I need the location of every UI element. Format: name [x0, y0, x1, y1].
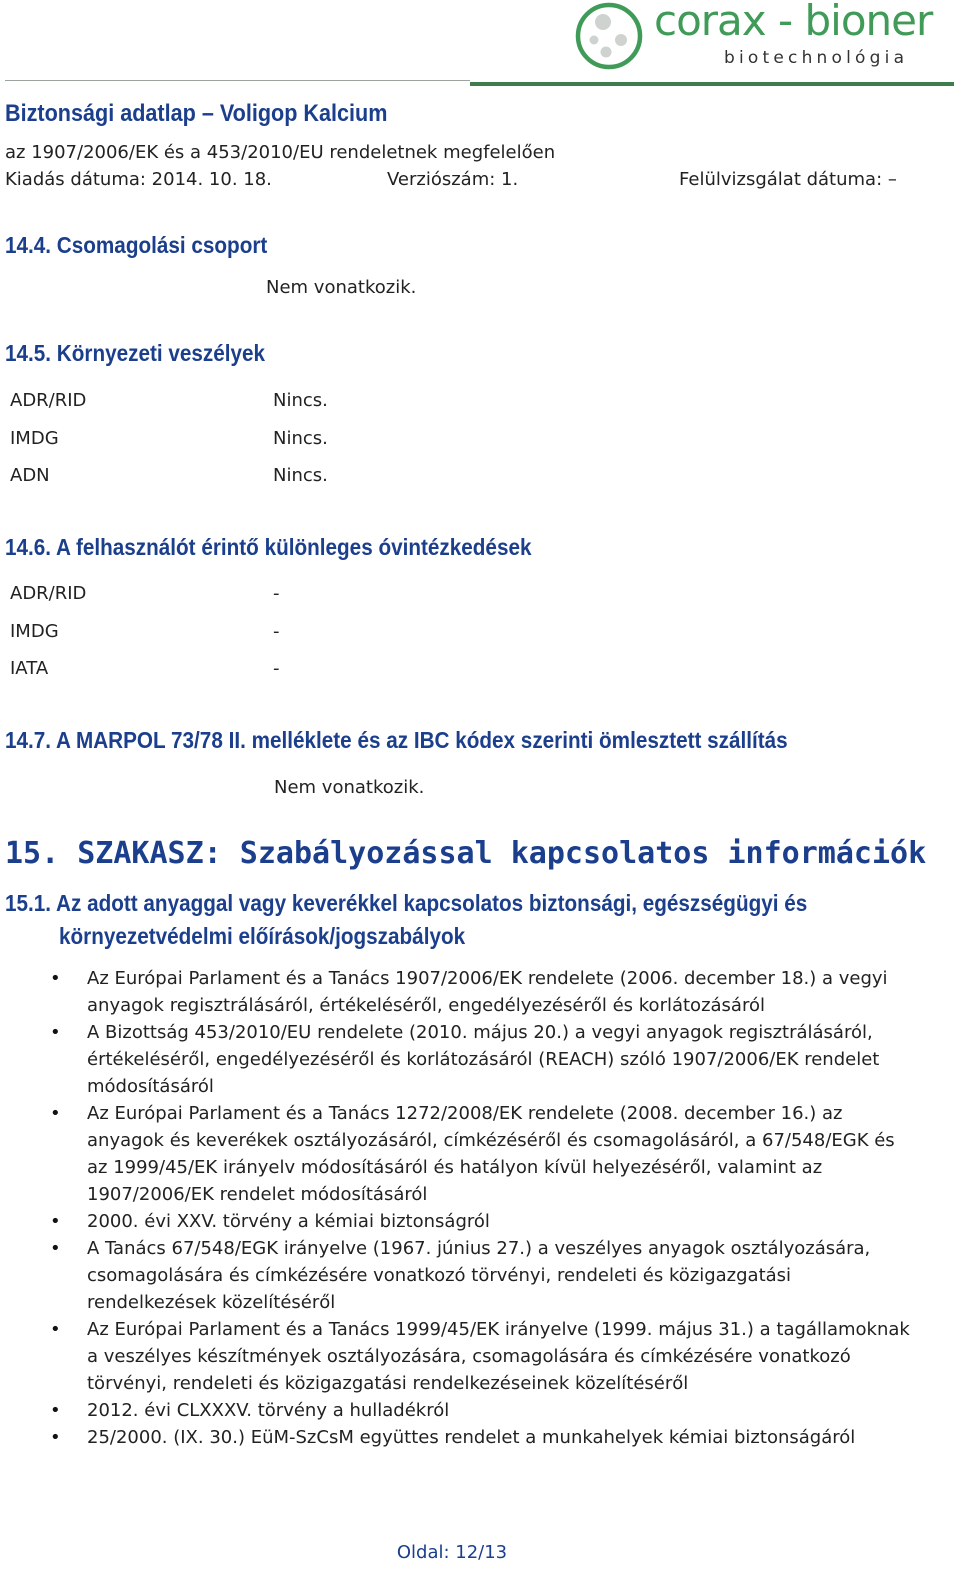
env-hazard-label: IMDG: [10, 428, 59, 449]
regulation-item: • Az Európai Parlament és a Tanács 1999/45/EK irányelve (1999. május 31.) a tagállamoknak a veszélyes készítmények osztályozására, csomagolására és címkézésére vonatkozó törvényi, rendeleti és közigazgatási rendelkezéseinek közelítéséről: [50, 1316, 910, 1397]
env-hazard-value: Nincs.: [273, 390, 328, 411]
regulation-line: az 1907/2006/EK és a 453/2010/EU rendeletnek megfelelően: [5, 142, 556, 163]
env-hazard-label: ADN: [10, 465, 50, 486]
regulation-list: [50, 965, 910, 1451]
brand-subtitle: biotechnológia: [724, 48, 909, 68]
brand-name: corax - bioner: [654, 0, 933, 45]
env-hazard-label: ADR/RID: [10, 390, 87, 411]
precaution-label: IATA: [10, 658, 49, 679]
regulation-item: • A Tanács 67/548/EGK irányelve (1967. június 27.) a veszélyes anyagok osztályozására, csomagolására és címkézésére vonatkozó törvényi, rendeleti és közigazgatási rendelkezések közelítéséről: [50, 1235, 910, 1316]
env-hazard-value: Nincs.: [273, 428, 328, 449]
regulation-item: • A Bizottság 453/2010/EU rendelete (2010. május 20.) a vegyi anyagok regisztrálásáról, értékeléséről, engedélyezéséről és korlátozásáról (REACH) szóló 1907/2006/EK rendelet módosításáról: [50, 1019, 910, 1100]
section-15-1-heading: 15.1. Az adott anyaggal vagy keverékkel kapcsolatos biztonsági, egészségügyi és: [5, 890, 808, 916]
precaution-value: -: [273, 583, 280, 604]
section-14-6-heading: 14.6. A felhasználót érintő különleges óvintézkedések: [5, 534, 532, 560]
section-14-4-value: Nem vonatkozik.: [266, 277, 417, 298]
precaution-label: ADR/RID: [10, 583, 87, 604]
section-14-7-value: Nem vonatkozik.: [274, 777, 425, 798]
version-number: Verziószám: 1.: [387, 169, 519, 190]
review-date: Felülvizsgálat dátuma: –: [679, 169, 897, 190]
section-14-4-heading: 14.4. Csomagolási csoport: [5, 232, 268, 258]
section-14-5-heading: 14.5. Környezeti veszélyek: [5, 340, 266, 366]
env-hazard-value: Nincs.: [273, 465, 328, 486]
regulation-item: • Az Európai Parlament és a Tanács 1907/2006/EK rendelete (2006. december 18.) a vegyi anyagok regisztrálásáról, értékeléséről, engedélyezéséről és korlátozásáról: [50, 965, 910, 1019]
regulation-item: • 25/2000. (IX. 30.) EüM-SzCsM együttes rendelet a munkahelyek kémiai biztonságáról: [50, 1424, 910, 1451]
header-divider-thick: [470, 82, 954, 86]
precaution-value: -: [273, 658, 280, 679]
precaution-value: -: [273, 621, 280, 642]
regulation-item: • 2000. évi XXV. törvény a kémiai biztonságról: [50, 1208, 910, 1235]
corax-bioner-logo-icon: [574, 2, 644, 70]
precaution-label: IMDG: [10, 621, 59, 642]
page-number: Oldal: 12/13: [396, 1542, 508, 1563]
issue-date: Kiadás dátuma: 2014. 10. 18.: [5, 169, 272, 190]
document-title: Biztonsági adatlap – Voligop Kalcium: [5, 100, 388, 127]
header-divider-thin: [5, 80, 470, 81]
regulation-item: • 2012. évi CLXXXV. törvény a hulladékról: [50, 1397, 910, 1424]
regulation-item: • Az Európai Parlament és a Tanács 1272/2008/EK rendelete (2008. december 16.) az anyagok és keverékek osztályozásáról, címkézéséről és csomagolásáról, a 67/548/EGK és az 1999/45/EK irányelv módosításáról és hatályon kívül helyezéséről, valamint az 1907/2006/EK rendelet módosításáról: [50, 1100, 910, 1208]
section-15-1-heading-cont: környezetvédelmi előírások/jogszabályok: [59, 923, 466, 949]
section-15-heading: 15. SZAKASZ: Szabályozással kapcsolatos információk: [5, 836, 927, 871]
section-14-7-heading: 14.7. A MARPOL 73/78 II. melléklete és az IBC kódex szerinti ömlesztett szállítás: [5, 727, 788, 753]
